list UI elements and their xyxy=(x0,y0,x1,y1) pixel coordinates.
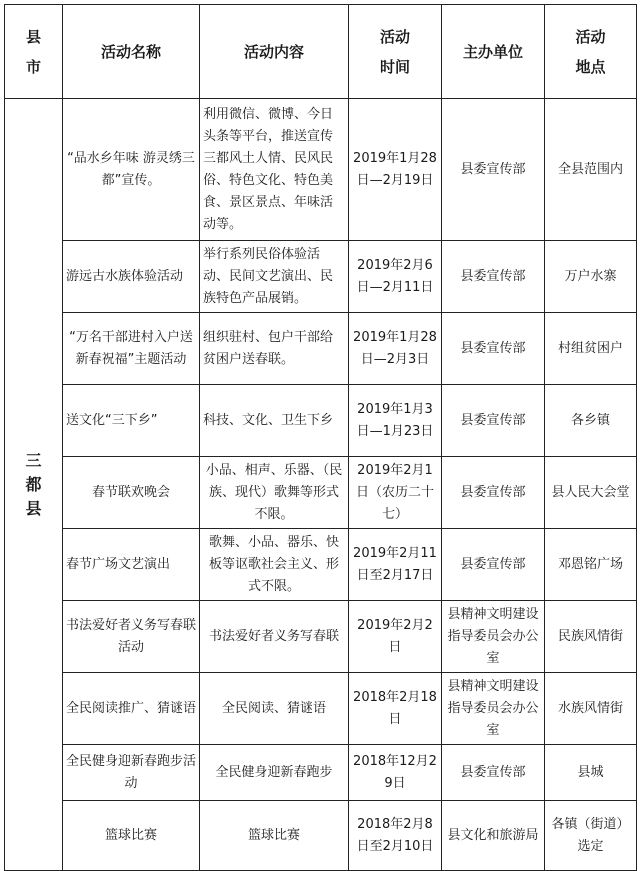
activity-organizer: 县委宣传部 xyxy=(442,385,545,457)
header-activity-content: 活动内容 xyxy=(200,5,349,99)
header-county: 县市 xyxy=(5,5,63,99)
activity-organizer: 县委宣传部 xyxy=(442,529,545,601)
table-row xyxy=(5,601,637,673)
activity-name: 春节联欢晚会 xyxy=(63,457,200,529)
activity-location: 万户水寨 xyxy=(545,241,637,313)
activity-name: 书法爱好者义务写春联活动 xyxy=(63,601,200,673)
header-organizer: 主办单位 xyxy=(442,5,545,99)
activity-location: 全县范围内 xyxy=(545,99,637,241)
activity-content: 组织驻村、包户干部给贫困户送春联。 xyxy=(200,313,349,385)
activity-location: 各镇（街道）选定 xyxy=(545,801,637,871)
header-row xyxy=(5,5,637,99)
activity-content: 举行系列民俗体验活动、民间文艺演出、民族特色产品展销。 xyxy=(200,241,349,313)
activity-location: 各乡镇 xyxy=(545,385,637,457)
activity-name: 篮球比赛 xyxy=(63,801,200,871)
activity-content: 全民健身迎新春跑步 xyxy=(200,745,349,801)
activity-time: 2018年12月29日 xyxy=(349,745,442,801)
activity-location: 水族风情街 xyxy=(545,673,637,745)
activity-name: 全民健身迎新春跑步活动 xyxy=(63,745,200,801)
activity-time: 2019年2月2日 xyxy=(349,601,442,673)
activity-name: 游远古水族体验活动 xyxy=(63,241,200,313)
table-row xyxy=(5,313,637,385)
activity-organizer: 县委宣传部 xyxy=(442,745,545,801)
activity-location: 邓恩铭广场 xyxy=(545,529,637,601)
activity-time: 2019年2月11日至2月17日 xyxy=(349,529,442,601)
table-row xyxy=(5,241,637,313)
activity-time: 2019年1月28日—2月19日 xyxy=(349,99,442,241)
activity-organizer: 县精神文明建设指导委员会办公室 xyxy=(442,673,545,745)
activity-time: 2018年2月8日至2月10日 xyxy=(349,801,442,871)
activity-content: 全民阅读、猜谜语 xyxy=(200,673,349,745)
activity-organizer: 县委宣传部 xyxy=(442,241,545,313)
activity-content: 科技、文化、卫生下乡 xyxy=(200,385,349,457)
header-activity-location: 活动地点 xyxy=(545,5,637,99)
table-row xyxy=(5,801,637,871)
activity-organizer: 县委宣传部 xyxy=(442,313,545,385)
table-row xyxy=(5,457,637,529)
activity-time: 2019年2月6日—2月11日 xyxy=(349,241,442,313)
activity-name: 春节广场文艺演出 xyxy=(63,529,200,601)
activity-name: 送文化“三下乡” xyxy=(63,385,200,457)
activity-organizer: 县精神文明建设指导委员会办公室 xyxy=(442,601,545,673)
activity-location: 村组贫困户 xyxy=(545,313,637,385)
activity-content: 歌舞、小品、器乐、快板等讴歌社会主义、形式不限。 xyxy=(200,529,349,601)
activities-table xyxy=(4,4,637,871)
activity-location: 县人民大会堂 xyxy=(545,457,637,529)
table-row xyxy=(5,99,637,241)
activity-content: 利用微信、微博、今日头条等平台，推送宣传三都风土人情、民风民俗、特色文化、特色美食、景区景点、年味活动等。 xyxy=(200,99,349,241)
activity-name: “万名干部进村入户送新春祝福”主题活动 xyxy=(63,313,200,385)
table-row xyxy=(5,745,637,801)
header-activity-name: 活动名称 xyxy=(63,5,200,99)
activity-time: 2019年1月28日—2月3日 xyxy=(349,313,442,385)
table-row xyxy=(5,385,637,457)
activity-content: 篮球比赛 xyxy=(200,801,349,871)
activity-content: 小品、相声、乐器、（民族、现代）歌舞等形式不限。 xyxy=(200,457,349,529)
activity-name: “品水乡年味 游灵绣三都”宣传。 xyxy=(63,99,200,241)
activity-time: 2019年1月3日—1月23日 xyxy=(349,385,442,457)
table-row xyxy=(5,673,637,745)
activity-location: 民族风情街 xyxy=(545,601,637,673)
activity-organizer: 县委宣传部 xyxy=(442,99,545,241)
activity-time: 2019年2月1日（农历二十七） xyxy=(349,457,442,529)
table-row xyxy=(5,529,637,601)
activity-location: 县城 xyxy=(545,745,637,801)
activity-organizer: 县文化和旅游局 xyxy=(442,801,545,871)
activity-name: 全民阅读推广、猜谜语 xyxy=(63,673,200,745)
header-activity-time: 活动时间 xyxy=(349,5,442,99)
county-cell: 三都县 xyxy=(5,99,63,871)
activity-time: 2018年2月18日 xyxy=(349,673,442,745)
activity-organizer: 县委宣传部 xyxy=(442,457,545,529)
activity-content: 书法爱好者义务写春联 xyxy=(200,601,349,673)
